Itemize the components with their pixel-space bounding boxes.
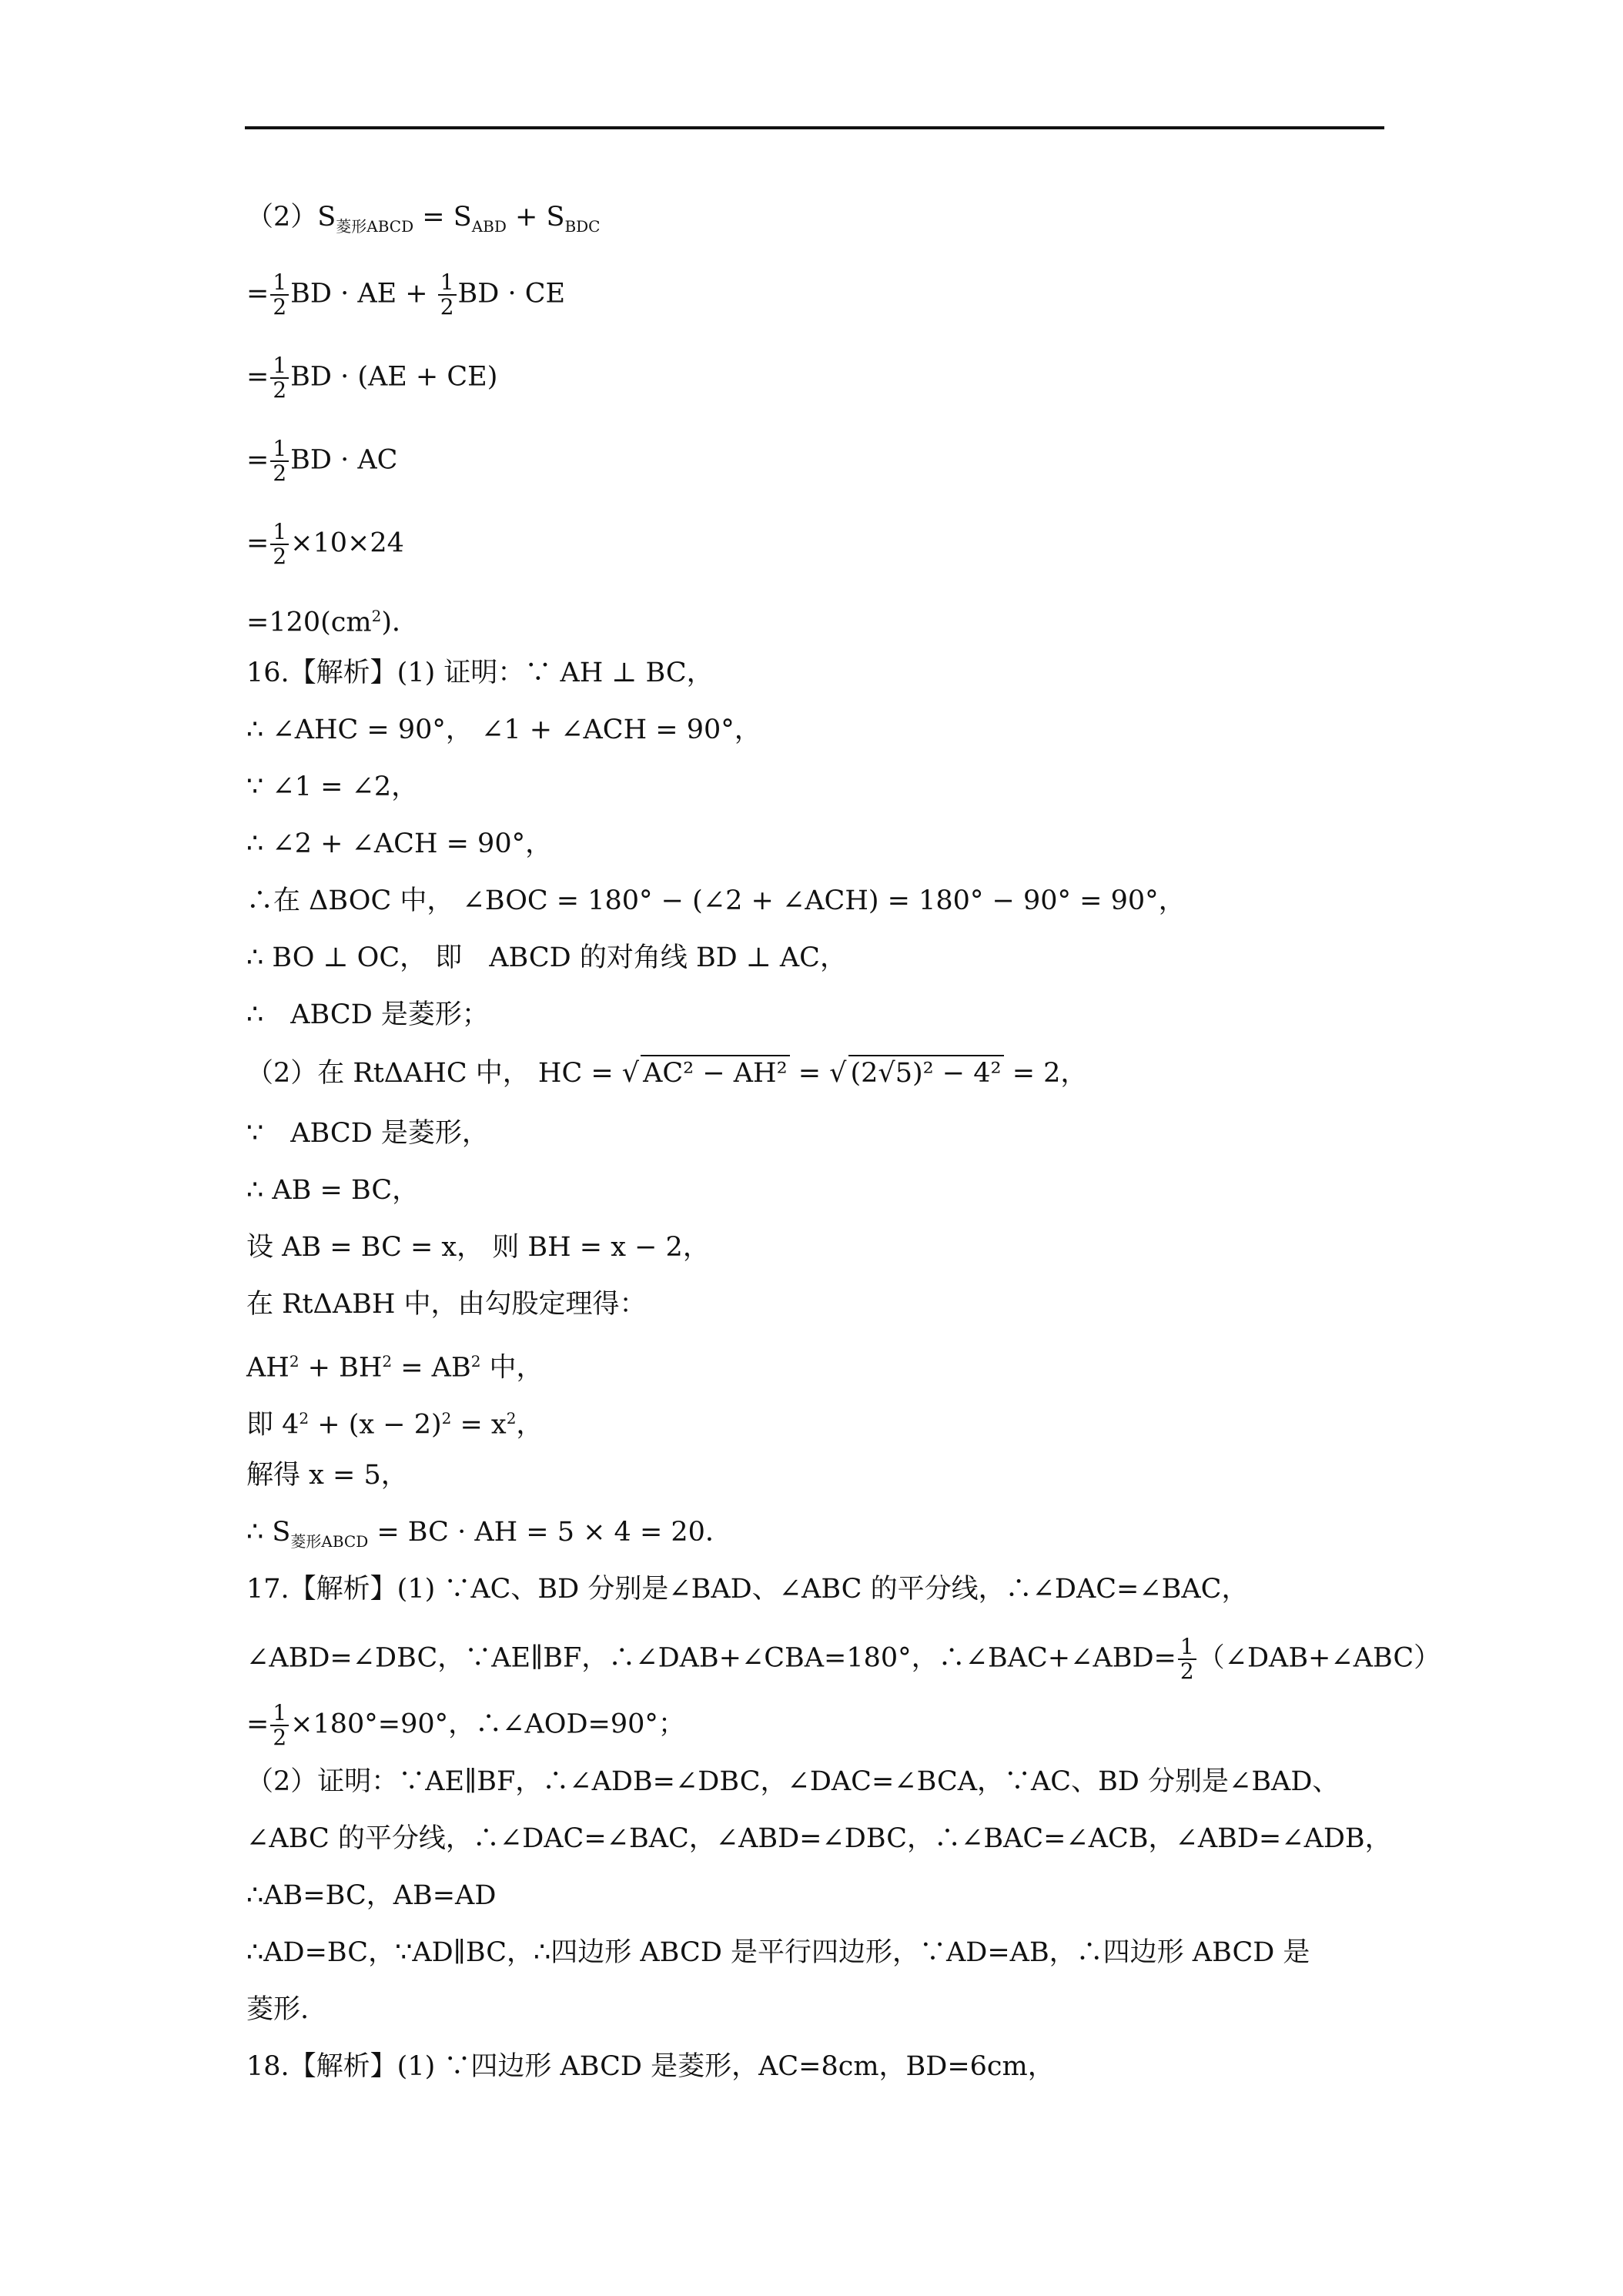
- fraction-denominator: 2: [273, 1725, 287, 1750]
- text-run: ∵ ∠1 = ∠2，: [246, 771, 419, 802]
- fraction: [270, 437, 289, 485]
- superscript: 2: [289, 1352, 300, 1371]
- text-line: [246, 1230, 710, 1264]
- superscript: 2: [371, 607, 382, 625]
- fraction-denominator: 2: [273, 377, 287, 403]
- text-run: ∵ ABCD 是菱形，: [246, 1118, 489, 1149]
- fraction: [270, 520, 289, 568]
- text-line: [246, 1765, 1339, 1799]
- text-run: 设 AB = BC = x， 则 BH = x − 2，: [246, 1232, 710, 1263]
- text-run: 17.【解析】(1) ∵AC、BD 分别是∠BAD、∠ABC 的平分线，∴∠DAC=∠BAC，: [246, 1574, 1249, 1605]
- text-line: [246, 437, 397, 485]
- text-run: ∴ ∠2 + ∠ACH = 90°，: [246, 828, 553, 859]
- text-run: 即 4: [246, 1409, 300, 1441]
- text-run: ，: [516, 1409, 544, 1441]
- text-line: [246, 1401, 543, 1442]
- fraction-numerator: 1: [270, 1702, 289, 1726]
- text-run: =: [246, 361, 269, 393]
- text-run: ∴ S: [246, 1517, 291, 1548]
- superscript: 2: [506, 1409, 517, 1427]
- text-line: [246, 1822, 1392, 1856]
- text-run: （2）: [246, 202, 318, 233]
- text-run: 中，: [480, 1352, 544, 1384]
- fraction: [270, 1702, 289, 1749]
- text-run: =120(cm: [246, 607, 372, 638]
- fraction-denominator: 2: [273, 544, 287, 569]
- text-run: ∠ABD=∠DBC，∵AE∥BF，∴∠DAB+∠CBA=180°，∴∠BAC+∠ABD=: [246, 1642, 1176, 1674]
- text-line: [246, 1287, 646, 1321]
- text-line: [246, 941, 847, 975]
- text-run: （2）证明：∵AE∥BF，∴∠ADB=∠DBC，∠DAC=∠BCA，∵AC、BD 分别是∠BAD、: [246, 1766, 1340, 1797]
- text-line: [246, 599, 419, 640]
- text-run: ∴ ∠AHC = 90°， ∠1 + ∠ACH = 90°，: [246, 715, 761, 745]
- superscript: 2: [382, 1352, 393, 1371]
- text-line: [246, 1879, 496, 1913]
- fraction-numerator: 1: [270, 354, 289, 379]
- text-run: =: [246, 527, 269, 559]
- text-line: [246, 1572, 1248, 1606]
- fraction-denominator: 2: [273, 294, 287, 320]
- text-line: [246, 884, 1186, 918]
- text-run: = 2，: [1003, 1058, 1088, 1089]
- fraction: [270, 354, 289, 402]
- fraction: [438, 271, 457, 319]
- text-line: [246, 520, 404, 568]
- text-run: 在 RtΔABH 中，由勾股定理得：: [246, 1289, 647, 1320]
- fraction-denominator: 2: [1180, 1658, 1194, 1684]
- text-run: + S: [506, 202, 565, 233]
- fraction-denominator: 2: [440, 294, 454, 320]
- text-run: =: [246, 278, 269, 310]
- fraction-numerator: 1: [270, 437, 289, 462]
- fraction: [1178, 1635, 1196, 1683]
- subscript: ABD: [471, 217, 507, 236]
- text-run: = √: [789, 1058, 847, 1089]
- text-line: [246, 1702, 685, 1749]
- subscript: BDC: [564, 217, 601, 236]
- text-run: ∴ ABCD 是菱形；: [246, 999, 489, 1030]
- text-line: [246, 1936, 1310, 1970]
- text-line: [246, 1055, 1087, 1090]
- radicand: AC² − AH²: [641, 1055, 790, 1090]
- radicand: (2√5)² − 4²: [848, 1055, 1004, 1090]
- subscript: 菱形ABCD: [290, 1532, 369, 1551]
- text-run: ×10×24: [290, 527, 404, 559]
- text-run: BD · AC: [290, 444, 398, 476]
- text-line: [246, 770, 418, 804]
- text-line: [246, 827, 552, 861]
- text-line: [246, 1116, 489, 1150]
- text-line: [246, 1173, 419, 1207]
- text-run: （∠DAB+∠ABC）: [1197, 1642, 1441, 1674]
- fraction-numerator: 1: [270, 520, 289, 545]
- text-run: AH: [246, 1352, 289, 1384]
- text-run: )．: [381, 607, 419, 638]
- header-rule: [245, 126, 1384, 129]
- text-run: ∠ABC 的平分线，∴∠DAC=∠BAC，∠ABD=∠DBC，∴∠BAC=∠ACB，∠ABD=∠ADB，: [246, 1823, 1392, 1854]
- text-run: BD · CE: [457, 278, 566, 310]
- fraction-numerator: 1: [438, 271, 457, 296]
- text-run: ∴AD=BC，∵AD∥BC，∴四边形 ABCD 是平行四边形，∵AD=AB，∴四边形 ABCD 是: [246, 1937, 1310, 1968]
- fraction-numerator: 1: [1178, 1635, 1196, 1660]
- text-run: = x: [451, 1409, 507, 1441]
- text-run: ∴ BO ⊥ OC， 即 ABCD 的对角线 BD ⊥ AC，: [246, 942, 847, 973]
- text-line: [246, 1344, 544, 1385]
- text-run: + (x − 2): [309, 1409, 442, 1441]
- text-run: S: [317, 202, 336, 233]
- text-run: 18.【解析】(1) ∵四边形 ABCD 是菱形，AC=8cm，BD=6cm，: [246, 2051, 1055, 2082]
- text-run: + BH: [299, 1352, 383, 1384]
- text-run: BD · AE +: [290, 278, 437, 310]
- text-run: BD · (AE + CE): [290, 361, 498, 393]
- text-run: = AB: [392, 1352, 471, 1384]
- text-run: 菱形.: [246, 1994, 310, 2025]
- text-run: 解得 x = 5，: [246, 1460, 408, 1491]
- text-run: ∴ AB = BC，: [246, 1175, 420, 1206]
- text-line: [246, 1515, 732, 1558]
- text-line: [246, 656, 714, 690]
- text-line: [246, 1993, 309, 2027]
- text-run: = BC · AH = 5 × 4 = 20．: [368, 1517, 732, 1548]
- text-run: =: [246, 444, 269, 476]
- text-line: [246, 354, 497, 402]
- text-run: （2）在 RtΔAHC 中， HC = √: [246, 1058, 640, 1089]
- text-line: [246, 713, 761, 747]
- subscript: 菱形ABCD: [336, 217, 414, 236]
- text-line: [246, 1458, 408, 1492]
- text-run: ∴AB=BC，AB=AD: [246, 1880, 497, 1911]
- text-run: =: [246, 1709, 269, 1740]
- text-run: = S: [413, 202, 472, 233]
- text-run: ∴在 ΔBOC 中， ∠BOC = 180° − (∠2 + ∠ACH) = 180° − 90° = 90°，: [246, 885, 1186, 916]
- superscript: 2: [299, 1409, 310, 1427]
- text-line: [246, 1635, 1441, 1683]
- text-line: [246, 998, 489, 1032]
- text-line: [246, 2050, 1055, 2083]
- text-run: ×180°=90°，∴∠AOD=90°；: [290, 1709, 685, 1740]
- fraction: [270, 271, 289, 319]
- text-run: 16.【解析】(1) 证明：∵ AH ⊥ BC，: [246, 658, 714, 688]
- superscript: 2: [441, 1409, 452, 1427]
- superscript: 2: [470, 1352, 481, 1371]
- fraction-denominator: 2: [273, 460, 287, 486]
- fraction-numerator: 1: [270, 271, 289, 296]
- text-line: [246, 271, 565, 319]
- text-line: [246, 200, 600, 243]
